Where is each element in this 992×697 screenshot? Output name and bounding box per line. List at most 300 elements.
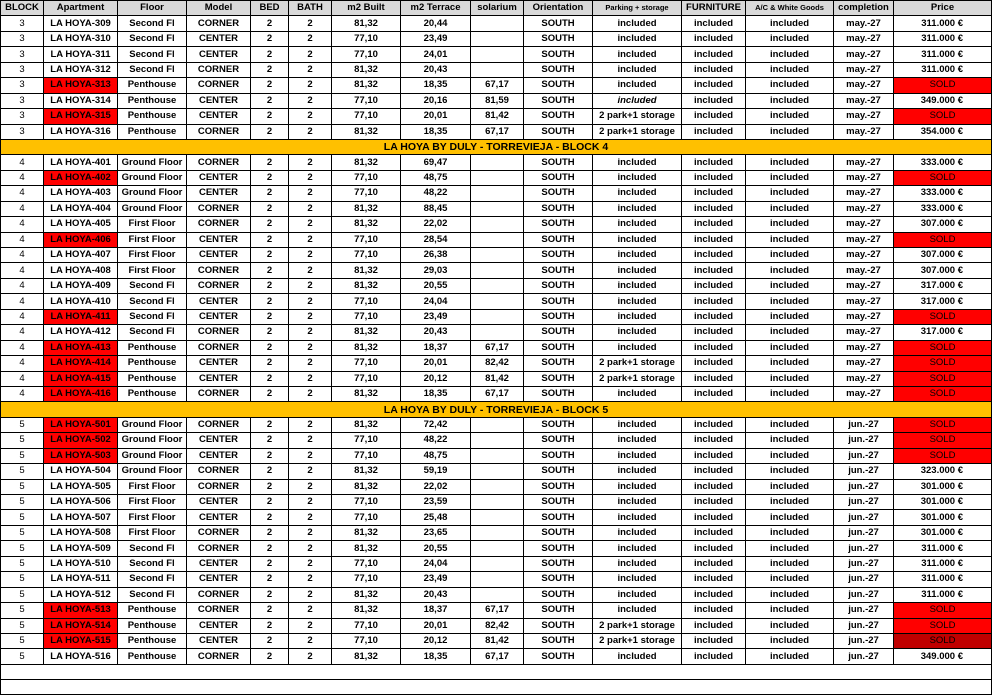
cell-furniture: included [682,633,746,648]
cell-m2-built: 81,32 [332,464,401,479]
cell-m2-terrace: 48,22 [401,186,471,201]
cell-solarium [471,479,524,494]
cell-bath: 2 [289,479,332,494]
header-m2-built: m2 Built [332,1,401,16]
cell-m2-terrace: 48,75 [401,170,471,185]
cell-floor: First Floor [118,217,187,232]
cell-parking-storage: included [593,31,682,46]
cell-floor: Ground Floor [118,417,187,432]
cell-model: CORNER [187,417,251,432]
cell-bath: 2 [289,572,332,587]
cell-completion: may.-27 [834,263,894,278]
cell-floor: Second Fl [118,62,187,77]
cell-bath: 2 [289,294,332,309]
cell-solarium [471,217,524,232]
table-body [1,16,992,664]
table-row [1,556,992,571]
cell-m2-terrace: 22,02 [401,217,471,232]
cell-bed: 2 [251,217,289,232]
cell-m2-terrace: 59,19 [401,464,471,479]
cell-orientation: SOUTH [524,525,593,540]
cell-m2-built: 77,10 [332,633,401,648]
cell-block: 3 [1,93,44,108]
cell-floor: Penthouse [118,371,187,386]
cell-orientation: SOUTH [524,109,593,124]
cell-apartment: LA HOYA-402 [44,170,118,185]
cell-completion: may.-27 [834,170,894,185]
cell-ac-white-goods: included [746,649,834,664]
cell-block: 5 [1,417,44,432]
cell-completion: may.-27 [834,294,894,309]
section-title: LA HOYA BY DULY - TORREVIEJA - BLOCK 5 [1,402,992,417]
cell-completion: jun.-27 [834,541,894,556]
cell-bath: 2 [289,248,332,263]
cell-furniture: included [682,78,746,93]
table-row [1,124,992,139]
cell-ac-white-goods: included [746,572,834,587]
cell-orientation: SOUTH [524,356,593,371]
cell-model: CENTER [187,47,251,62]
cell-bed: 2 [251,587,289,602]
cell-bath: 2 [289,186,332,201]
cell-price: SOLD [894,618,992,633]
cell-block: 4 [1,155,44,170]
cell-m2-built: 77,10 [332,309,401,324]
cell-price: 311.000 € [894,31,992,46]
cell-bath: 2 [289,618,332,633]
cell-m2-terrace: 20,01 [401,109,471,124]
cell-floor: Penthouse [118,633,187,648]
cell-bath: 2 [289,525,332,540]
cell-parking-storage: 2 park+1 storage [593,633,682,648]
cell-parking-storage: included [593,201,682,216]
cell-solarium [471,541,524,556]
cell-m2-terrace: 48,75 [401,448,471,463]
cell-m2-terrace: 20,43 [401,62,471,77]
cell-parking-storage: included [593,340,682,355]
cell-model: CENTER [187,371,251,386]
cell-bed: 2 [251,248,289,263]
cell-block: 4 [1,217,44,232]
table-row [1,448,992,463]
cell-orientation: SOUTH [524,649,593,664]
cell-ac-white-goods: included [746,263,834,278]
cell-solarium: 67,17 [471,78,524,93]
cell-apartment: LA HOYA-410 [44,294,118,309]
cell-ac-white-goods: included [746,248,834,263]
cell-completion: jun.-27 [834,525,894,540]
cell-apartment: LA HOYA-309 [44,16,118,31]
cell-apartment: LA HOYA-312 [44,62,118,77]
table-row [1,155,992,170]
cell-orientation: SOUTH [524,278,593,293]
cell-block: 5 [1,541,44,556]
cell-parking-storage: included [593,217,682,232]
cell-price: SOLD [894,433,992,448]
cell-bed: 2 [251,47,289,62]
cell-ac-white-goods: included [746,340,834,355]
table-row [1,109,992,124]
cell-floor: Second Fl [118,325,187,340]
cell-furniture: included [682,541,746,556]
cell-model: CORNER [187,263,251,278]
cell-floor: Second Fl [118,572,187,587]
cell-model: CENTER [187,433,251,448]
cell-floor: Second Fl [118,16,187,31]
cell-floor: First Floor [118,248,187,263]
cell-completion: jun.-27 [834,510,894,525]
cell-apartment: LA HOYA-505 [44,479,118,494]
cell-m2-terrace: 20,01 [401,356,471,371]
cell-model: CENTER [187,448,251,463]
cell-model: CENTER [187,294,251,309]
cell-solarium [471,495,524,510]
cell-block: 3 [1,78,44,93]
table-row [1,356,992,371]
cell-floor: Second Fl [118,541,187,556]
cell-price: 307.000 € [894,248,992,263]
cell-solarium: 67,17 [471,386,524,401]
cell-apartment: LA HOYA-507 [44,510,118,525]
cell-bath: 2 [289,263,332,278]
cell-parking-storage: included [593,572,682,587]
cell-bed: 2 [251,263,289,278]
cell-ac-white-goods: included [746,587,834,602]
cell-m2-terrace: 20,16 [401,93,471,108]
cell-orientation: SOUTH [524,155,593,170]
cell-completion: jun.-27 [834,572,894,587]
cell-ac-white-goods: included [746,417,834,432]
table-row [1,386,992,401]
cell-block: 5 [1,633,44,648]
cell-price: SOLD [894,633,992,648]
cell-bath: 2 [289,325,332,340]
cell-model: CENTER [187,186,251,201]
cell-block: 5 [1,525,44,540]
cell-m2-terrace: 20,44 [401,16,471,31]
cell-floor: Ground Floor [118,433,187,448]
cell-solarium [471,525,524,540]
cell-block: 5 [1,479,44,494]
cell-orientation: SOUTH [524,16,593,31]
cell-parking-storage: included [593,510,682,525]
cell-ac-white-goods: included [746,356,834,371]
cell-price: 301.000 € [894,525,992,540]
cell-block: 3 [1,16,44,31]
cell-m2-terrace: 28,54 [401,232,471,247]
cell-m2-built: 81,32 [332,16,401,31]
cell-bath: 2 [289,633,332,648]
cell-floor: Ground Floor [118,448,187,463]
cell-model: CORNER [187,340,251,355]
cell-bath: 2 [289,155,332,170]
header-parking-storage: Parking + storage [593,1,682,16]
cell-block: 4 [1,232,44,247]
cell-parking-storage: included [593,248,682,263]
cell-m2-built: 81,32 [332,479,401,494]
cell-m2-terrace: 18,37 [401,340,471,355]
cell-furniture: included [682,603,746,618]
cell-bath: 2 [289,371,332,386]
cell-price: 311.000 € [894,47,992,62]
cell-bath: 2 [289,649,332,664]
cell-model: CENTER [187,309,251,324]
cell-bed: 2 [251,62,289,77]
cell-m2-built: 81,32 [332,525,401,540]
cell-bath: 2 [289,232,332,247]
table-row [1,587,992,602]
cell-bath: 2 [289,309,332,324]
cell-block: 5 [1,495,44,510]
cell-block: 4 [1,294,44,309]
table-row [1,541,992,556]
table-row [1,325,992,340]
cell-bath: 2 [289,278,332,293]
cell-bath: 2 [289,31,332,46]
cell-m2-built: 77,10 [332,371,401,386]
section-header-row [1,402,992,417]
cell-m2-built: 81,32 [332,201,401,216]
cell-ac-white-goods: included [746,464,834,479]
cell-completion: may.-27 [834,325,894,340]
table-row [1,186,992,201]
cell-solarium [471,417,524,432]
cell-m2-terrace: 23,49 [401,309,471,324]
cell-furniture: included [682,371,746,386]
cell-apartment: LA HOYA-504 [44,464,118,479]
header-bed: BED [251,1,289,16]
cell-furniture: included [682,448,746,463]
cell-completion: jun.-27 [834,448,894,463]
cell-m2-built: 77,10 [332,109,401,124]
cell-block: 5 [1,572,44,587]
cell-floor: Second Fl [118,309,187,324]
cell-model: CORNER [187,201,251,216]
cell-ac-white-goods: included [746,633,834,648]
cell-model: CENTER [187,618,251,633]
table-row [1,16,992,31]
cell-ac-white-goods: included [746,16,834,31]
cell-floor: First Floor [118,525,187,540]
cell-m2-terrace: 23,59 [401,495,471,510]
cell-bed: 2 [251,278,289,293]
cell-block: 3 [1,31,44,46]
cell-bed: 2 [251,93,289,108]
cell-apartment: LA HOYA-313 [44,78,118,93]
cell-m2-built: 77,10 [332,433,401,448]
cell-furniture: included [682,31,746,46]
table-row [1,495,992,510]
cell-price: SOLD [894,371,992,386]
cell-solarium: 81,42 [471,371,524,386]
cell-parking-storage: included [593,232,682,247]
cell-bed: 2 [251,201,289,216]
cell-m2-built: 81,32 [332,649,401,664]
cell-apartment: LA HOYA-508 [44,525,118,540]
cell-apartment: LA HOYA-407 [44,248,118,263]
cell-apartment: LA HOYA-510 [44,556,118,571]
cell-m2-terrace: 23,65 [401,525,471,540]
cell-m2-built: 77,10 [332,294,401,309]
cell-completion: jun.-27 [834,587,894,602]
cell-completion: may.-27 [834,371,894,386]
cell-bed: 2 [251,371,289,386]
cell-solarium: 81,42 [471,633,524,648]
cell-furniture: included [682,556,746,571]
cell-m2-terrace: 20,43 [401,325,471,340]
table-header-row [1,1,992,16]
cell-parking-storage: 2 park+1 storage [593,124,682,139]
table-row [1,31,992,46]
table-row [1,479,992,494]
cell-block: 4 [1,371,44,386]
cell-parking-storage: included [593,62,682,77]
cell-parking-storage: included [593,263,682,278]
cell-orientation: SOUTH [524,186,593,201]
table-row [1,93,992,108]
cell-parking-storage: included [593,93,682,108]
cell-furniture: included [682,16,746,31]
cell-floor: First Floor [118,479,187,494]
cell-solarium [471,325,524,340]
cell-parking-storage: included [593,155,682,170]
table-row [1,170,992,185]
cell-bath: 2 [289,217,332,232]
cell-m2-built: 81,32 [332,386,401,401]
cell-orientation: SOUTH [524,495,593,510]
cell-apartment: LA HOYA-311 [44,47,118,62]
cell-bed: 2 [251,16,289,31]
cell-bed: 2 [251,464,289,479]
cell-ac-white-goods: included [746,309,834,324]
cell-price: SOLD [894,109,992,124]
cell-orientation: SOUTH [524,217,593,232]
cell-bath: 2 [289,109,332,124]
cell-bed: 2 [251,510,289,525]
cell-orientation: SOUTH [524,201,593,216]
cell-floor: Ground Floor [118,201,187,216]
cell-bath: 2 [289,495,332,510]
cell-apartment: LA HOYA-314 [44,93,118,108]
empty-row [1,664,992,679]
cell-solarium [471,186,524,201]
cell-parking-storage: included [593,78,682,93]
table-row [1,633,992,648]
cell-completion: jun.-27 [834,633,894,648]
cell-price: 301.000 € [894,479,992,494]
cell-model: CENTER [187,248,251,263]
header-ac-white-goods: A/C & White Goods [746,1,834,16]
cell-m2-terrace: 20,55 [401,278,471,293]
cell-solarium: 82,42 [471,356,524,371]
cell-m2-terrace: 18,35 [401,649,471,664]
cell-price: 333.000 € [894,155,992,170]
cell-solarium [471,263,524,278]
cell-ac-white-goods: included [746,556,834,571]
cell-apartment: LA HOYA-509 [44,541,118,556]
cell-apartment: LA HOYA-511 [44,572,118,587]
cell-solarium [471,556,524,571]
cell-price: 311.000 € [894,16,992,31]
cell-block: 3 [1,62,44,77]
table-row [1,232,992,247]
cell-completion: may.-27 [834,386,894,401]
cell-solarium [471,62,524,77]
cell-model: CORNER [187,525,251,540]
cell-completion: may.-27 [834,356,894,371]
cell-completion: jun.-27 [834,618,894,633]
cell-apartment: LA HOYA-404 [44,201,118,216]
cell-block: 5 [1,556,44,571]
cell-completion: may.-27 [834,186,894,201]
cell-orientation: SOUTH [524,603,593,618]
cell-solarium: 67,17 [471,124,524,139]
table-row [1,47,992,62]
cell-solarium [471,448,524,463]
cell-bath: 2 [289,417,332,432]
cell-block: 5 [1,649,44,664]
cell-furniture: included [682,294,746,309]
table-row [1,603,992,618]
cell-price: SOLD [894,603,992,618]
cell-model: CORNER [187,464,251,479]
cell-price: 354.000 € [894,124,992,139]
cell-orientation: SOUTH [524,556,593,571]
cell-bed: 2 [251,109,289,124]
cell-price: 317.000 € [894,294,992,309]
cell-floor: Penthouse [118,356,187,371]
cell-price: 349.000 € [894,93,992,108]
cell-m2-built: 77,10 [332,248,401,263]
cell-m2-built: 81,32 [332,603,401,618]
cell-bed: 2 [251,417,289,432]
cell-model: CORNER [187,386,251,401]
cell-ac-white-goods: included [746,278,834,293]
cell-bed: 2 [251,603,289,618]
table-row [1,464,992,479]
cell-bed: 2 [251,340,289,355]
table-row [1,417,992,432]
cell-completion: jun.-27 [834,417,894,432]
cell-completion: jun.-27 [834,464,894,479]
cell-block: 4 [1,309,44,324]
cell-m2-built: 77,10 [332,510,401,525]
empty-cell [1,679,992,694]
cell-solarium [471,464,524,479]
cell-m2-built: 77,10 [332,618,401,633]
cell-ac-white-goods: included [746,479,834,494]
cell-ac-white-goods: included [746,31,834,46]
cell-price: SOLD [894,356,992,371]
cell-price: SOLD [894,417,992,432]
cell-bath: 2 [289,603,332,618]
cell-furniture: included [682,47,746,62]
cell-orientation: SOUTH [524,572,593,587]
cell-parking-storage: included [593,556,682,571]
cell-completion: may.-27 [834,93,894,108]
cell-apartment: LA HOYA-403 [44,186,118,201]
cell-floor: Ground Floor [118,464,187,479]
cell-parking-storage: included [593,603,682,618]
cell-m2-built: 77,10 [332,170,401,185]
cell-price: 333.000 € [894,186,992,201]
cell-m2-terrace: 48,22 [401,433,471,448]
table-row [1,294,992,309]
cell-floor: Ground Floor [118,170,187,185]
cell-apartment: LA HOYA-401 [44,155,118,170]
cell-bed: 2 [251,31,289,46]
cell-m2-terrace: 69,47 [401,155,471,170]
